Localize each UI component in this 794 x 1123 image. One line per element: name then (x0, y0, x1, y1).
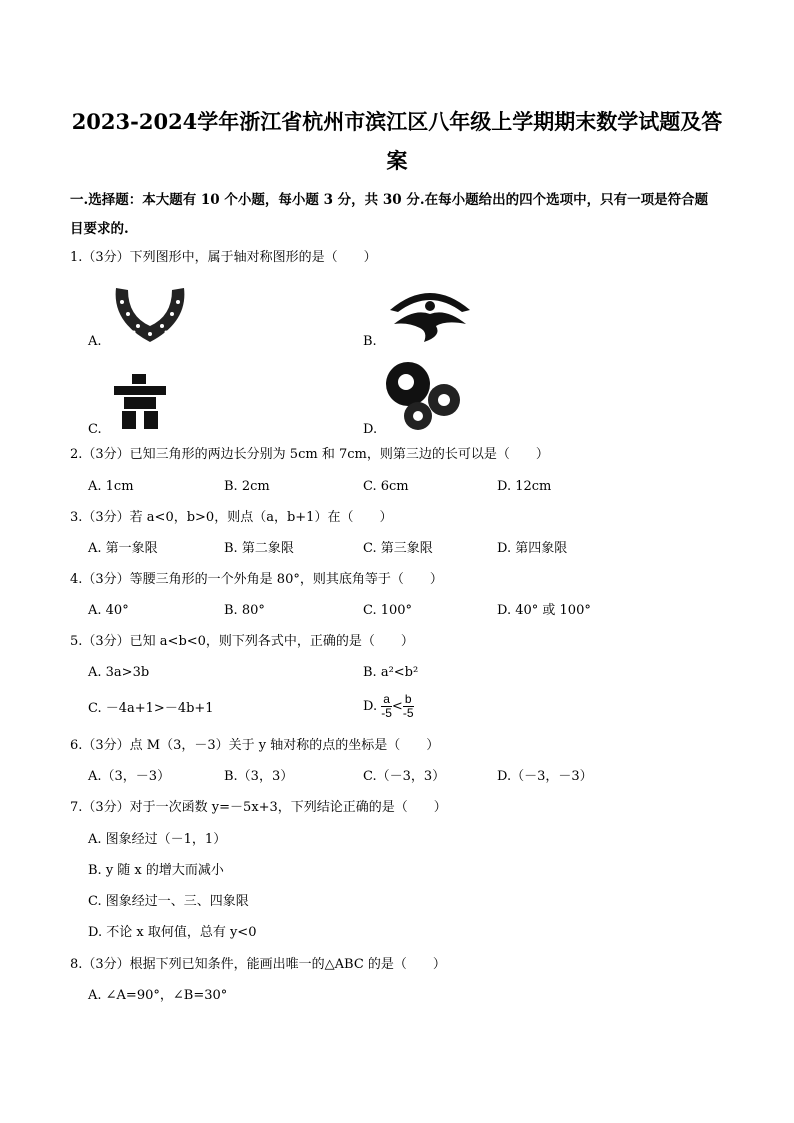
question-1-stem: 1.（3分）下列图形中，属于轴对称图形的是（ ） (70, 250, 377, 265)
figure-c-inukshuk-image (112, 374, 168, 430)
fraction-numerator: a (383, 692, 390, 706)
question-4-option-b: B. 80° (224, 603, 265, 618)
question-1-option-a: A. (88, 334, 102, 349)
question-4-option-d: D. 40° 或 100° (497, 603, 591, 618)
question-5-option-a: A. 3a>3b (88, 665, 150, 680)
question-2-stem: 2.（3分）已知三角形的两边长分别为 5cm 和 7cm，则第三边的长可以是（ ） (70, 447, 549, 462)
question-4-option-c: C. 100° (363, 603, 413, 618)
question-7-option-d: D. 不论 x 取何值，总有 y<0 (88, 925, 257, 940)
question-6-option-d: D.（－3，－3） (497, 769, 593, 784)
question-6-option-c: C.（－3，3） (363, 769, 446, 784)
question-6-stem: 6.（3分）点 M（3，－3）关于 y 轴对称的点的坐标是（ ） (70, 738, 440, 753)
document-title: 2023-2024学年浙江省杭州市滨江区八年级上学期期末数学试题及答 (71, 109, 723, 134)
fraction-b-over-neg5 (403, 693, 414, 720)
question-4-option-a: A. 40° (88, 603, 129, 618)
question-2-option-c: C. 6cm (363, 479, 409, 494)
question-6-option-b: B.（3，3） (224, 769, 294, 784)
question-2-option-d: D. 12cm (497, 479, 552, 494)
fraction-numerator: b (404, 692, 412, 706)
question-2-option-a: A. 1cm (88, 479, 134, 494)
question-3-option-c: C. 第三象限 (363, 541, 433, 556)
question-4-stem: 4.（3分）等腰三角形的一个外角是 80°，则其底角等于（ ） (70, 572, 443, 587)
question-7-option-c: C. 图象经过一、三、四象限 (88, 894, 249, 909)
question-5-option-d (363, 692, 414, 722)
less-than-sign: < (391, 699, 403, 714)
question-3-option-d: D. 第四象限 (497, 541, 568, 556)
figure-a-necklace-image (108, 282, 192, 346)
question-1-option-c: C. (88, 422, 102, 437)
section-heading-continued: 目要求的. (70, 221, 129, 237)
question-5-option-d-label: D. (363, 699, 378, 714)
question-5-stem: 5.（3分）已知 a<b<0，则下列各式中，正确的是（ ） (70, 634, 414, 649)
question-8-stem: 8.（3分）根据下列已知条件，能画出唯一的△ABC 的是（ ） (70, 957, 446, 972)
question-5-option-c: C. －4a+1>－4b+1 (88, 701, 214, 716)
question-7-option-a: A. 图象经过（－1，1） (88, 832, 227, 847)
figure-b-dancer-emblem-image (384, 284, 476, 344)
question-8-option-a: A. ∠A=90°，∠B=30° (88, 988, 228, 1003)
question-6-option-a: A.（3，－3） (88, 769, 171, 784)
question-3-option-b: B. 第二象限 (224, 541, 294, 556)
fraction-denominator: -5 (381, 706, 392, 720)
question-3-option-a: A. 第一象限 (88, 541, 158, 556)
fraction-a-over-neg5 (381, 693, 392, 720)
question-5-option-b: B. a²<b² (363, 665, 419, 680)
question-1-option-b: B. (363, 334, 377, 349)
question-2-option-b: B. 2cm (224, 479, 270, 494)
question-3-stem: 3.（3分）若 a<0，b>0，则点（a，b+1）在（ ） (70, 510, 393, 525)
section-heading: 一.选择题：本大题有 10 个小题，每小题 3 分，共 30 分.在每小题给出的四个选项中，只有一项是符合题 (70, 192, 709, 208)
document-title-continued: 案 (386, 148, 408, 173)
question-1-option-d: D. (363, 422, 378, 437)
question-7-stem: 7.（3分）对于一次函数 y=－5x+3，下列结论正确的是（ ） (70, 800, 447, 815)
figure-d-soccer-balls-image (384, 360, 464, 432)
question-7-option-b: B. y 随 x 的增大而减小 (88, 863, 224, 878)
fraction-denominator: -5 (402, 706, 414, 720)
